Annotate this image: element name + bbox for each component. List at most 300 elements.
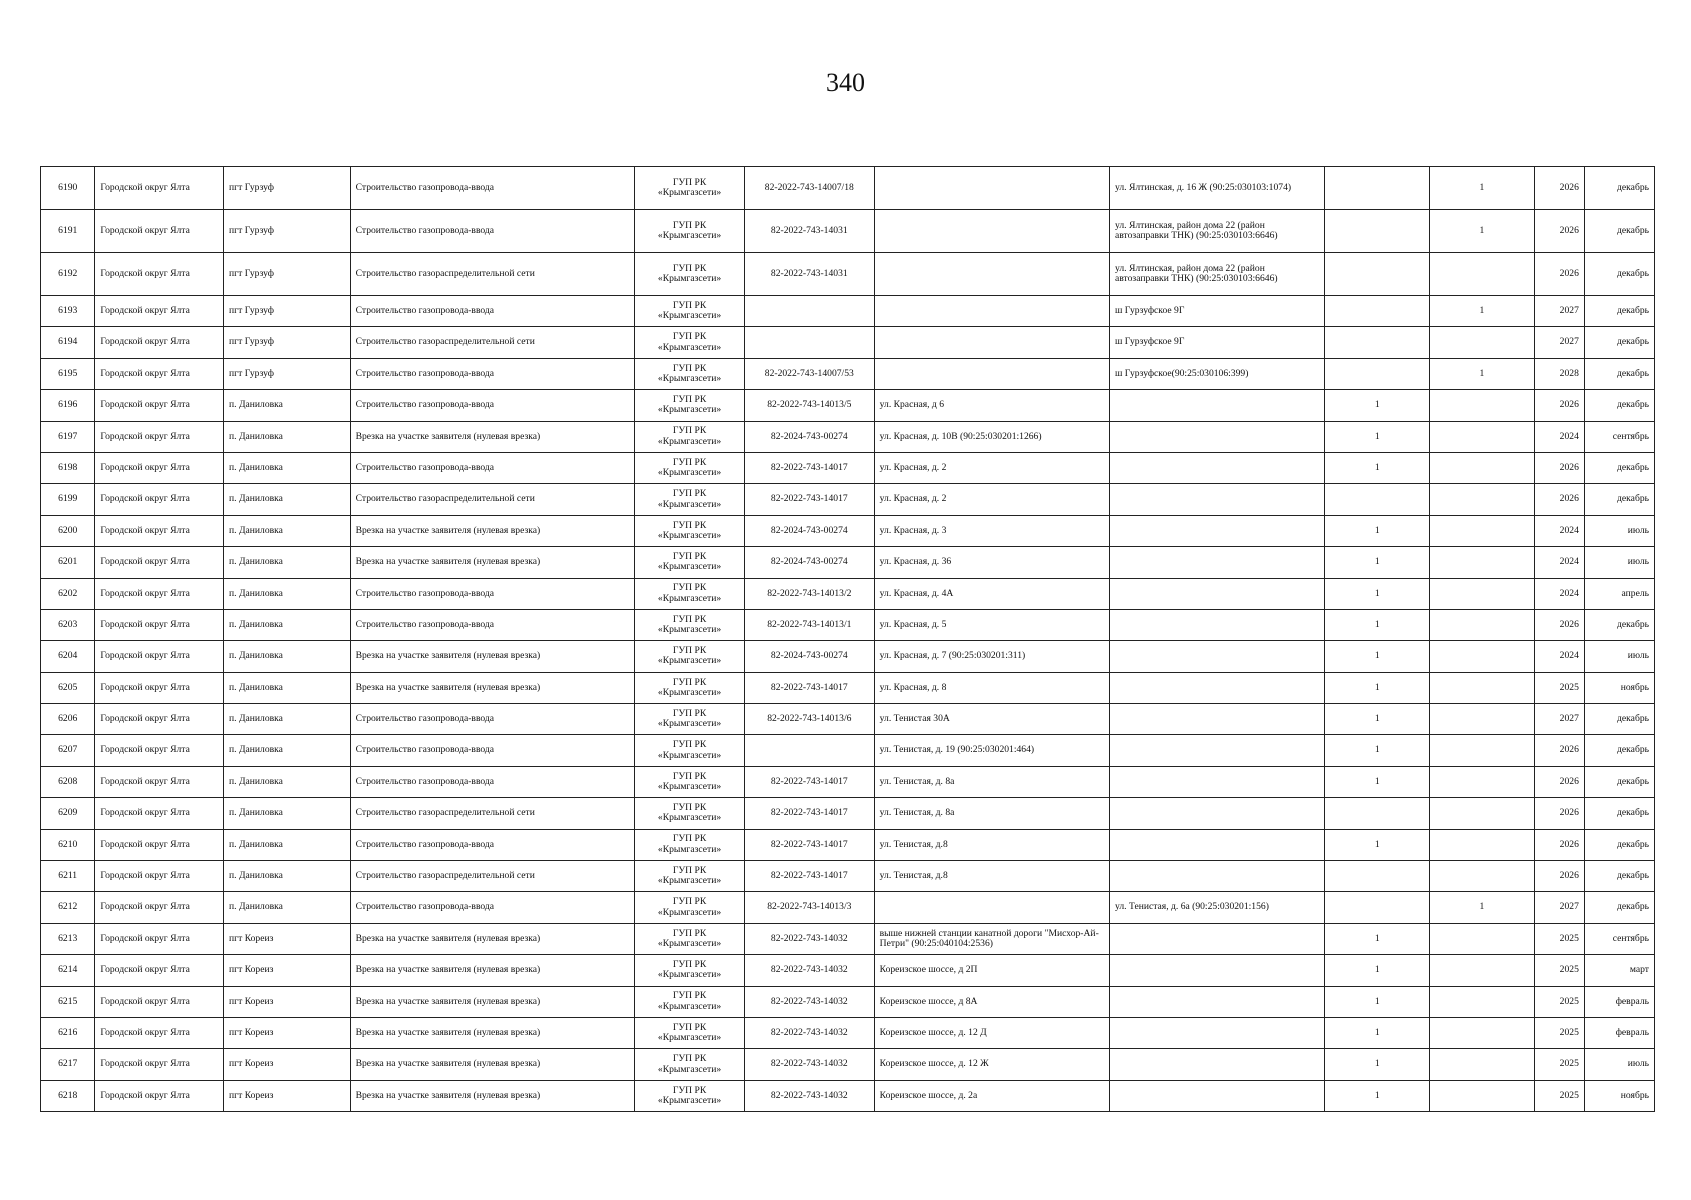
- address-cell: Кореизское шоссе, д 8А: [874, 986, 1109, 1017]
- address-cell: [874, 892, 1109, 923]
- work-type-cell: Врезка на участке заявителя (нулевая врезка): [350, 421, 635, 452]
- contract-number-cell: 82-2022-743-14013/6: [744, 704, 874, 735]
- organization-cell: ГУП РК «Крымгазсети»: [635, 986, 745, 1017]
- contract-number-cell: [744, 735, 874, 766]
- locality-cell: п. Даниловка: [224, 578, 351, 609]
- quantity-cell: 1: [1325, 578, 1430, 609]
- contract-number-cell: 82-2022-743-14032: [744, 1080, 874, 1111]
- year-cell: 2027: [1534, 892, 1584, 923]
- work-type-cell: Врезка на участке заявителя (нулевая врезка): [350, 1080, 635, 1111]
- work-type-cell: Строительство газораспределительной сети: [350, 484, 635, 515]
- row-number-cell: 6217: [41, 1049, 95, 1080]
- quantity-alt-cell: [1430, 766, 1535, 797]
- month-cell: декабрь: [1584, 452, 1654, 483]
- locality-cell: п. Даниловка: [224, 609, 351, 640]
- quantity-cell: [1325, 253, 1430, 296]
- quantity-alt-cell: [1430, 1049, 1535, 1080]
- locality-cell: пгт Гурзуф: [224, 296, 351, 327]
- quantity-alt-cell: [1430, 452, 1535, 483]
- table-row: [41, 861, 1655, 892]
- quantity-cell: 1: [1325, 1017, 1430, 1048]
- quantity-cell: 1: [1325, 672, 1430, 703]
- address-alt-cell: [1110, 421, 1325, 452]
- locality-cell: пгт Гурзуф: [224, 327, 351, 358]
- locality-cell: пгт Гурзуф: [224, 358, 351, 389]
- work-type-cell: Строительство газопровода-ввода: [350, 452, 635, 483]
- quantity-cell: 1: [1325, 955, 1430, 986]
- work-type-cell: Строительство газопровода-ввода: [350, 167, 635, 210]
- district-cell: Городской округ Ялта: [95, 798, 224, 829]
- month-cell: сентябрь: [1584, 421, 1654, 452]
- address-cell: ул. Тенистая, д. 8а: [874, 766, 1109, 797]
- district-cell: Городской округ Ялта: [95, 484, 224, 515]
- month-cell: декабрь: [1584, 327, 1654, 358]
- quantity-cell: 1: [1325, 641, 1430, 672]
- contract-number-cell: 82-2022-743-14032: [744, 1049, 874, 1080]
- address-cell: [874, 296, 1109, 327]
- year-cell: 2025: [1534, 986, 1584, 1017]
- contract-number-cell: [744, 296, 874, 327]
- table-row: [41, 1049, 1655, 1080]
- row-number-cell: 6193: [41, 296, 95, 327]
- month-cell: ноябрь: [1584, 672, 1654, 703]
- work-type-cell: Строительство газопровода-ввода: [350, 578, 635, 609]
- organization-cell: ГУП РК «Крымгазсети»: [635, 358, 745, 389]
- contract-number-cell: 82-2024-743-00274: [744, 641, 874, 672]
- locality-cell: п. Даниловка: [224, 452, 351, 483]
- organization-cell: ГУП РК «Крымгазсети»: [635, 829, 745, 860]
- quantity-cell: [1325, 327, 1430, 358]
- locality-cell: п. Даниловка: [224, 547, 351, 578]
- locality-cell: пгт Гурзуф: [224, 167, 351, 210]
- row-number-cell: 6206: [41, 704, 95, 735]
- table-row: [41, 358, 1655, 389]
- quantity-cell: 1: [1325, 609, 1430, 640]
- table-row: [41, 672, 1655, 703]
- quantity-alt-cell: [1430, 704, 1535, 735]
- address-cell: Кореизское шоссе, д. 12 Ж: [874, 1049, 1109, 1080]
- address-alt-cell: [1110, 955, 1325, 986]
- month-cell: декабрь: [1584, 861, 1654, 892]
- quantity-cell: 1: [1325, 452, 1430, 483]
- address-cell: ул. Тенистая, д.8: [874, 829, 1109, 860]
- organization-cell: ГУП РК «Крымгазсети»: [635, 1049, 745, 1080]
- month-cell: декабрь: [1584, 253, 1654, 296]
- address-cell: ул. Красная, д. 10В (90:25:030201:1266): [874, 421, 1109, 452]
- contract-number-cell: 82-2022-743-14017: [744, 829, 874, 860]
- table-row: [41, 735, 1655, 766]
- quantity-cell: 1: [1325, 1049, 1430, 1080]
- contract-number-cell: 82-2022-743-14013/5: [744, 390, 874, 421]
- quantity-alt-cell: [1430, 861, 1535, 892]
- address-cell: ул. Тенистая, д. 19 (90:25:030201:464): [874, 735, 1109, 766]
- organization-cell: ГУП РК «Крымгазсети»: [635, 641, 745, 672]
- row-number-cell: 6191: [41, 210, 95, 253]
- district-cell: Городской округ Ялта: [95, 735, 224, 766]
- table-row: [41, 484, 1655, 515]
- row-number-cell: 6216: [41, 1017, 95, 1048]
- table-row: [41, 578, 1655, 609]
- organization-cell: ГУП РК «Крымгазсети»: [635, 923, 745, 954]
- quantity-cell: 1: [1325, 986, 1430, 1017]
- district-cell: Городской округ Ялта: [95, 578, 224, 609]
- month-cell: декабрь: [1584, 390, 1654, 421]
- contract-number-cell: 82-2022-743-14017: [744, 484, 874, 515]
- quantity-alt-cell: [1430, 923, 1535, 954]
- quantity-alt-cell: [1430, 484, 1535, 515]
- row-number-cell: 6205: [41, 672, 95, 703]
- work-type-cell: Строительство газопровода-ввода: [350, 735, 635, 766]
- year-cell: 2024: [1534, 578, 1584, 609]
- work-type-cell: Врезка на участке заявителя (нулевая врезка): [350, 641, 635, 672]
- row-number-cell: 6212: [41, 892, 95, 923]
- address-alt-cell: ул. Ялтинская, район дома 22 (район автозаправки ТНК) (90:25:030103:6646): [1110, 210, 1325, 253]
- month-cell: декабрь: [1584, 167, 1654, 210]
- address-cell: ул. Красная, д. 7 (90:25:030201:311): [874, 641, 1109, 672]
- quantity-cell: [1325, 167, 1430, 210]
- address-cell: [874, 327, 1109, 358]
- contract-number-cell: [744, 327, 874, 358]
- organization-cell: ГУП РК «Крымгазсети»: [635, 452, 745, 483]
- month-cell: декабрь: [1584, 484, 1654, 515]
- quantity-cell: 1: [1325, 766, 1430, 797]
- quantity-cell: [1325, 484, 1430, 515]
- address-cell: ул. Красная, д. 3: [874, 515, 1109, 546]
- address-cell: ул. Красная, д 6: [874, 390, 1109, 421]
- locality-cell: пгт Кореиз: [224, 923, 351, 954]
- year-cell: 2028: [1534, 358, 1584, 389]
- table-row: [41, 641, 1655, 672]
- page-number: 340: [826, 68, 865, 97]
- organization-cell: ГУП РК «Крымгазсети»: [635, 296, 745, 327]
- row-number-cell: 6207: [41, 735, 95, 766]
- quantity-alt-cell: [1430, 1080, 1535, 1111]
- quantity-cell: [1325, 358, 1430, 389]
- contract-number-cell: 82-2022-743-14017: [744, 766, 874, 797]
- address-cell: ул. Тенистая 30А: [874, 704, 1109, 735]
- work-type-cell: Строительство газопровода-ввода: [350, 609, 635, 640]
- work-type-cell: Строительство газопровода-ввода: [350, 766, 635, 797]
- year-cell: 2025: [1534, 923, 1584, 954]
- year-cell: 2026: [1534, 167, 1584, 210]
- district-cell: Городской округ Ялта: [95, 641, 224, 672]
- year-cell: 2026: [1534, 390, 1584, 421]
- table-row: [41, 210, 1655, 253]
- address-alt-cell: [1110, 515, 1325, 546]
- quantity-alt-cell: [1430, 327, 1535, 358]
- work-type-cell: Врезка на участке заявителя (нулевая врезка): [350, 515, 635, 546]
- quantity-alt-cell: [1430, 798, 1535, 829]
- year-cell: 2026: [1534, 609, 1584, 640]
- address-alt-cell: [1110, 672, 1325, 703]
- quantity-cell: 1: [1325, 704, 1430, 735]
- contract-number-cell: 82-2024-743-00274: [744, 547, 874, 578]
- year-cell: 2027: [1534, 296, 1584, 327]
- address-alt-cell: [1110, 452, 1325, 483]
- quantity-cell: [1325, 892, 1430, 923]
- locality-cell: п. Даниловка: [224, 641, 351, 672]
- work-type-cell: Строительство газопровода-ввода: [350, 704, 635, 735]
- address-alt-cell: [1110, 766, 1325, 797]
- row-number-cell: 6218: [41, 1080, 95, 1111]
- table-row: [41, 390, 1655, 421]
- address-alt-cell: ш Гурзуфское 9Г: [1110, 296, 1325, 327]
- year-cell: 2025: [1534, 1049, 1584, 1080]
- address-alt-cell: ул. Тенистая, д. 6а (90:25:030201:156): [1110, 892, 1325, 923]
- locality-cell: п. Даниловка: [224, 421, 351, 452]
- address-alt-cell: ул. Ялтинская, д. 16 Ж (90:25:030103:1074): [1110, 167, 1325, 210]
- quantity-alt-cell: [1430, 390, 1535, 421]
- year-cell: 2024: [1534, 641, 1584, 672]
- month-cell: февраль: [1584, 986, 1654, 1017]
- work-type-cell: Строительство газопровода-ввода: [350, 296, 635, 327]
- quantity-cell: [1325, 798, 1430, 829]
- table-row: [41, 547, 1655, 578]
- address-alt-cell: [1110, 735, 1325, 766]
- district-cell: Городской округ Ялта: [95, 296, 224, 327]
- quantity-alt-cell: [1430, 986, 1535, 1017]
- locality-cell: пгт Кореиз: [224, 1017, 351, 1048]
- row-number-cell: 6196: [41, 390, 95, 421]
- row-number-cell: 6211: [41, 861, 95, 892]
- row-number-cell: 6197: [41, 421, 95, 452]
- year-cell: 2026: [1534, 798, 1584, 829]
- district-cell: Городской округ Ялта: [95, 1049, 224, 1080]
- work-type-cell: Строительство газораспределительной сети: [350, 253, 635, 296]
- work-type-cell: Врезка на участке заявителя (нулевая врезка): [350, 923, 635, 954]
- organization-cell: ГУП РК «Крымгазсети»: [635, 735, 745, 766]
- organization-cell: ГУП РК «Крымгазсети»: [635, 547, 745, 578]
- address-alt-cell: [1110, 547, 1325, 578]
- address-alt-cell: ш Гурзуфское 9Г: [1110, 327, 1325, 358]
- month-cell: декабрь: [1584, 609, 1654, 640]
- contract-number-cell: 82-2022-743-14007/53: [744, 358, 874, 389]
- row-number-cell: 6190: [41, 167, 95, 210]
- organization-cell: ГУП РК «Крымгазсети»: [635, 327, 745, 358]
- month-cell: апрель: [1584, 578, 1654, 609]
- month-cell: март: [1584, 955, 1654, 986]
- locality-cell: п. Даниловка: [224, 829, 351, 860]
- row-number-cell: 6194: [41, 327, 95, 358]
- row-number-cell: 6203: [41, 609, 95, 640]
- address-cell: [874, 167, 1109, 210]
- work-type-cell: Врезка на участке заявителя (нулевая врезка): [350, 1017, 635, 1048]
- quantity-alt-cell: [1430, 955, 1535, 986]
- table-row: [41, 452, 1655, 483]
- address-cell: Кореизское шоссе, д 2П: [874, 955, 1109, 986]
- month-cell: декабрь: [1584, 704, 1654, 735]
- quantity-alt-cell: [1430, 735, 1535, 766]
- organization-cell: ГУП РК «Крымгазсети»: [635, 484, 745, 515]
- organization-cell: ГУП РК «Крымгазсети»: [635, 390, 745, 421]
- table-row: [41, 955, 1655, 986]
- quantity-alt-cell: 1: [1430, 210, 1535, 253]
- contract-number-cell: 82-2022-743-14007/18: [744, 167, 874, 210]
- quantity-cell: 1: [1325, 421, 1430, 452]
- district-cell: Городской округ Ялта: [95, 327, 224, 358]
- year-cell: 2026: [1534, 484, 1584, 515]
- organization-cell: ГУП РК «Крымгазсети»: [635, 766, 745, 797]
- quantity-cell: 1: [1325, 829, 1430, 860]
- district-cell: Городской округ Ялта: [95, 829, 224, 860]
- table-row: [41, 829, 1655, 860]
- address-alt-cell: [1110, 861, 1325, 892]
- quantity-alt-cell: [1430, 515, 1535, 546]
- year-cell: 2026: [1534, 735, 1584, 766]
- quantity-cell: 1: [1325, 1080, 1430, 1111]
- month-cell: июль: [1584, 1049, 1654, 1080]
- table-row: [41, 766, 1655, 797]
- contract-number-cell: 82-2022-743-14017: [744, 672, 874, 703]
- address-alt-cell: [1110, 609, 1325, 640]
- quantity-alt-cell: 1: [1430, 358, 1535, 389]
- table-row: [41, 1080, 1655, 1111]
- quantity-cell: 1: [1325, 735, 1430, 766]
- address-cell: ул. Красная, д. 5: [874, 609, 1109, 640]
- address-alt-cell: [1110, 923, 1325, 954]
- address-cell: ул. Красная, д. 2: [874, 484, 1109, 515]
- year-cell: 2026: [1534, 452, 1584, 483]
- work-type-cell: Строительство газопровода-ввода: [350, 829, 635, 860]
- row-number-cell: 6213: [41, 923, 95, 954]
- locality-cell: п. Даниловка: [224, 892, 351, 923]
- organization-cell: ГУП РК «Крымгазсети»: [635, 798, 745, 829]
- district-cell: Городской округ Ялта: [95, 892, 224, 923]
- district-cell: Городской округ Ялта: [95, 1017, 224, 1048]
- quantity-alt-cell: [1430, 578, 1535, 609]
- address-alt-cell: [1110, 390, 1325, 421]
- month-cell: ноябрь: [1584, 1080, 1654, 1111]
- contract-number-cell: 82-2022-743-14032: [744, 986, 874, 1017]
- quantity-cell: 1: [1325, 515, 1430, 546]
- district-cell: Городской округ Ялта: [95, 986, 224, 1017]
- quantity-alt-cell: [1430, 1017, 1535, 1048]
- table-row: [41, 1017, 1655, 1048]
- year-cell: 2024: [1534, 547, 1584, 578]
- district-cell: Городской округ Ялта: [95, 421, 224, 452]
- organization-cell: ГУП РК «Крымгазсети»: [635, 1080, 745, 1111]
- month-cell: июль: [1584, 641, 1654, 672]
- locality-cell: пгт Кореиз: [224, 986, 351, 1017]
- table-row: [41, 986, 1655, 1017]
- locality-cell: п. Даниловка: [224, 704, 351, 735]
- quantity-alt-cell: 1: [1430, 296, 1535, 327]
- table-row: [41, 704, 1655, 735]
- contract-number-cell: 82-2022-743-14032: [744, 923, 874, 954]
- organization-cell: ГУП РК «Крымгазсети»: [635, 861, 745, 892]
- district-cell: Городской округ Ялта: [95, 167, 224, 210]
- organization-cell: ГУП РК «Крымгазсети»: [635, 210, 745, 253]
- work-type-cell: Строительство газопровода-ввода: [350, 358, 635, 389]
- address-cell: ул. Тенистая, д. 8а: [874, 798, 1109, 829]
- address-cell: ул. Тенистая, д.8: [874, 861, 1109, 892]
- quantity-alt-cell: [1430, 421, 1535, 452]
- year-cell: 2026: [1534, 861, 1584, 892]
- address-alt-cell: [1110, 1049, 1325, 1080]
- quantity-cell: 1: [1325, 923, 1430, 954]
- organization-cell: ГУП РК «Крымгазсети»: [635, 672, 745, 703]
- address-cell: ул. Красная, д. 36: [874, 547, 1109, 578]
- quantity-alt-cell: 1: [1430, 892, 1535, 923]
- address-alt-cell: [1110, 986, 1325, 1017]
- year-cell: 2026: [1534, 766, 1584, 797]
- row-number-cell: 6195: [41, 358, 95, 389]
- address-cell: Кореизское шоссе, д. 12 Д: [874, 1017, 1109, 1048]
- work-type-cell: Врезка на участке заявителя (нулевая врезка): [350, 672, 635, 703]
- district-cell: Городской округ Ялта: [95, 210, 224, 253]
- district-cell: Городской округ Ялта: [95, 672, 224, 703]
- year-cell: 2025: [1534, 672, 1584, 703]
- locality-cell: пгт Гурзуф: [224, 253, 351, 296]
- locality-cell: пгт Кореиз: [224, 955, 351, 986]
- year-cell: 2027: [1534, 704, 1584, 735]
- quantity-cell: 1: [1325, 547, 1430, 578]
- row-number-cell: 6215: [41, 986, 95, 1017]
- quantity-alt-cell: [1430, 829, 1535, 860]
- month-cell: декабрь: [1584, 358, 1654, 389]
- address-cell: ул. Красная, д. 2: [874, 452, 1109, 483]
- organization-cell: ГУП РК «Крымгазсети»: [635, 704, 745, 735]
- district-cell: Городской округ Ялта: [95, 955, 224, 986]
- row-number-cell: 6200: [41, 515, 95, 546]
- address-alt-cell: [1110, 829, 1325, 860]
- quantity-cell: [1325, 210, 1430, 253]
- organization-cell: ГУП РК «Крымгазсети»: [635, 892, 745, 923]
- table-row: [41, 253, 1655, 296]
- table-row: [41, 515, 1655, 546]
- quantity-alt-cell: [1430, 641, 1535, 672]
- month-cell: декабрь: [1584, 735, 1654, 766]
- month-cell: декабрь: [1584, 798, 1654, 829]
- year-cell: 2027: [1534, 327, 1584, 358]
- table-row: [41, 609, 1655, 640]
- organization-cell: ГУП РК «Крымгазсети»: [635, 253, 745, 296]
- year-cell: 2024: [1534, 421, 1584, 452]
- organization-cell: ГУП РК «Крымгазсети»: [635, 167, 745, 210]
- table-row: [41, 923, 1655, 954]
- row-number-cell: 6204: [41, 641, 95, 672]
- locality-cell: п. Даниловка: [224, 766, 351, 797]
- month-cell: июль: [1584, 515, 1654, 546]
- table-row: [41, 892, 1655, 923]
- row-number-cell: 6199: [41, 484, 95, 515]
- row-number-cell: 6198: [41, 452, 95, 483]
- address-cell: Кореизское шоссе, д. 2а: [874, 1080, 1109, 1111]
- month-cell: декабрь: [1584, 766, 1654, 797]
- quantity-alt-cell: 1: [1430, 167, 1535, 210]
- organization-cell: ГУП РК «Крымгазсети»: [635, 1017, 745, 1048]
- locality-cell: пгт Кореиз: [224, 1049, 351, 1080]
- quantity-alt-cell: [1430, 253, 1535, 296]
- contract-number-cell: 82-2022-743-14031: [744, 253, 874, 296]
- row-number-cell: 6208: [41, 766, 95, 797]
- row-number-cell: 6209: [41, 798, 95, 829]
- year-cell: 2025: [1534, 1080, 1584, 1111]
- address-alt-cell: [1110, 484, 1325, 515]
- work-type-cell: Врезка на участке заявителя (нулевая врезка): [350, 547, 635, 578]
- year-cell: 2026: [1534, 253, 1584, 296]
- table-body: [41, 167, 1655, 1112]
- district-cell: Городской округ Ялта: [95, 766, 224, 797]
- table-row: [41, 421, 1655, 452]
- address-alt-cell: [1110, 578, 1325, 609]
- district-cell: Городской округ Ялта: [95, 861, 224, 892]
- contract-number-cell: 82-2022-743-14032: [744, 1017, 874, 1048]
- address-alt-cell: [1110, 641, 1325, 672]
- district-cell: Городской округ Ялта: [95, 452, 224, 483]
- year-cell: 2025: [1534, 955, 1584, 986]
- contract-number-cell: 82-2022-743-14013/3: [744, 892, 874, 923]
